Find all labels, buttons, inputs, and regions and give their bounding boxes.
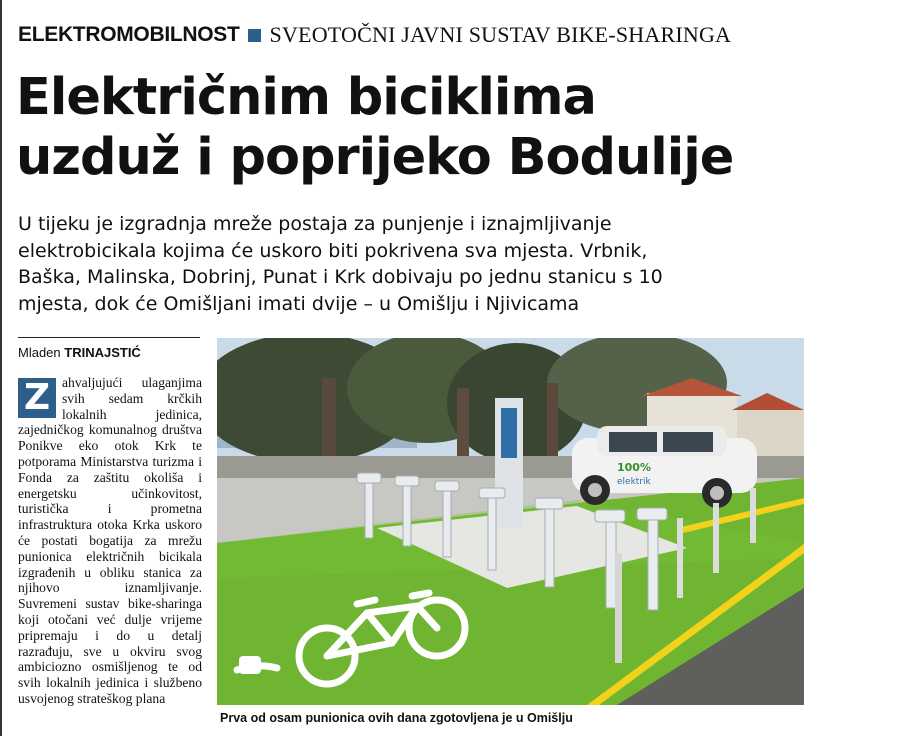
page-edge-rule [0,0,2,736]
body-text: ahvaljujući ulaganjima svih sedam krčkih lokalnih jedinica, zajedničkog komunalnog društva Ponikve eko otok Krk te potporama Ministarstva turizma i Fonda za zaštitu okoliša i energetsku učinkovitost, turistička i prometna infrastruktura otoka Krka uskoro će postati bogatija za mrežu punionica električnih bicikala izgrađenih u obliku stanica za njihovo iznamljivanje. Suvremeni sustav bike-sharinga koji otočani već dulje vrijeme pripremaju i do u detalj razrađuju, sve u okviru svog ambiciozno osmišljenog te od svih lokalnih jedinica i službeno usvojenog strateškog plana [18,375,202,706]
article-photo [217,338,804,705]
byline-block [18,337,200,360]
byline [18,345,200,360]
headline-line: Električnim biciklima [16,68,596,127]
kicker-square-icon [248,29,261,42]
car-label-bottom: elektrik [617,477,651,487]
kicker [18,22,731,48]
lead-line: U tijeku je izgradnja mreže postaja za punjenje i iznajmljivanje [18,213,612,235]
photo-caption: Prva od osam punionica ovih dana zgotovljena je u Omišlju [220,711,573,725]
lead-line: Baška, Malinska, Dobrinj, Punat i Krk dobivaju po jednu stanicu s 10 [18,266,663,288]
dropcap: Z [18,378,56,418]
lead-line: elektrobicikala kojima će uskoro biti pokrivena sva mjesta. Vrbnik, [18,239,648,262]
car-label-top: 100% [617,461,651,474]
kicker-topic: SVEOTOČNI JAVNI SUSTAV BIKE-SHARINGA [269,22,732,47]
kicker-section: ELEKTROMOBILNOST [18,23,240,46]
headline [16,68,876,188]
lead-line: mjesta, dok će Omišljani imati dvije – u Omišlju i Njivicama [18,292,580,315]
byline-rule [18,337,200,338]
author-first-name: Mladen [18,345,61,360]
author-last-name: TRINAJSTIĆ [64,345,141,360]
lead-paragraph [18,211,878,317]
headline-line: uzduž i poprijeko Bodulije [16,128,734,187]
article-body [18,375,202,736]
